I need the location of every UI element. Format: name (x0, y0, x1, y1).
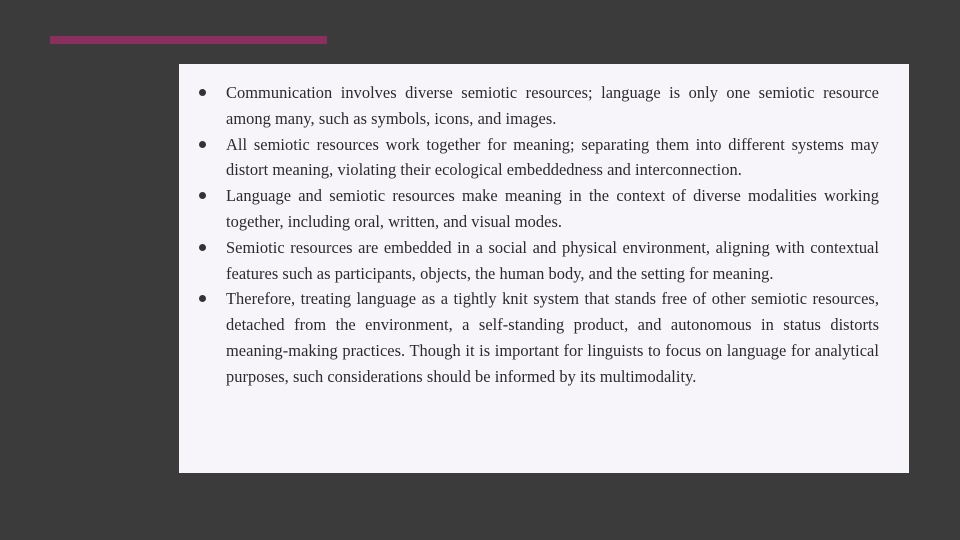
bullet-text: Communication involves diverse semiotic resources; language is only one semiotic resource among many, such as symbols, icons, and images. (226, 83, 879, 128)
bullet-dot-icon (199, 244, 206, 251)
scanned-text-panel (179, 64, 909, 473)
bullet-dot-icon (199, 192, 206, 199)
bullet-list (199, 80, 879, 390)
bullet-text: Semiotic resources are embedded in a social and physical environment, aligning with contextual features such as participants, objects, the human body, and the setting for meaning. (226, 237, 879, 283)
bullet-dot-icon (199, 295, 206, 302)
bullet-text: Language and semiotic resources make meaning in the context of diverse modalities working together, including oral, written, and visual modes. (226, 186, 879, 231)
bullet-text: Therefore, treating language as a tightly knit system that stands free of other semiotic resources, detached from the environment, a self-standing product, and autonomous in status distorts meaning-making practices. Though it is important for linguists to focus on language for analytical purposes, such considerations should be informed by its multimodality. (226, 289, 879, 386)
list-item (199, 183, 879, 235)
title-accent-bar (50, 36, 327, 44)
bullet-text: All semiotic resources work together for meaning; separating them into different systems may distort meaning, violating their ecological embeddedness and interconnection. (226, 134, 879, 180)
bullet-dot-icon (199, 141, 206, 148)
list-item (199, 286, 879, 389)
list-item (199, 235, 879, 287)
list-item (199, 80, 879, 132)
bullet-dot-icon (199, 89, 206, 96)
list-item (199, 132, 879, 184)
